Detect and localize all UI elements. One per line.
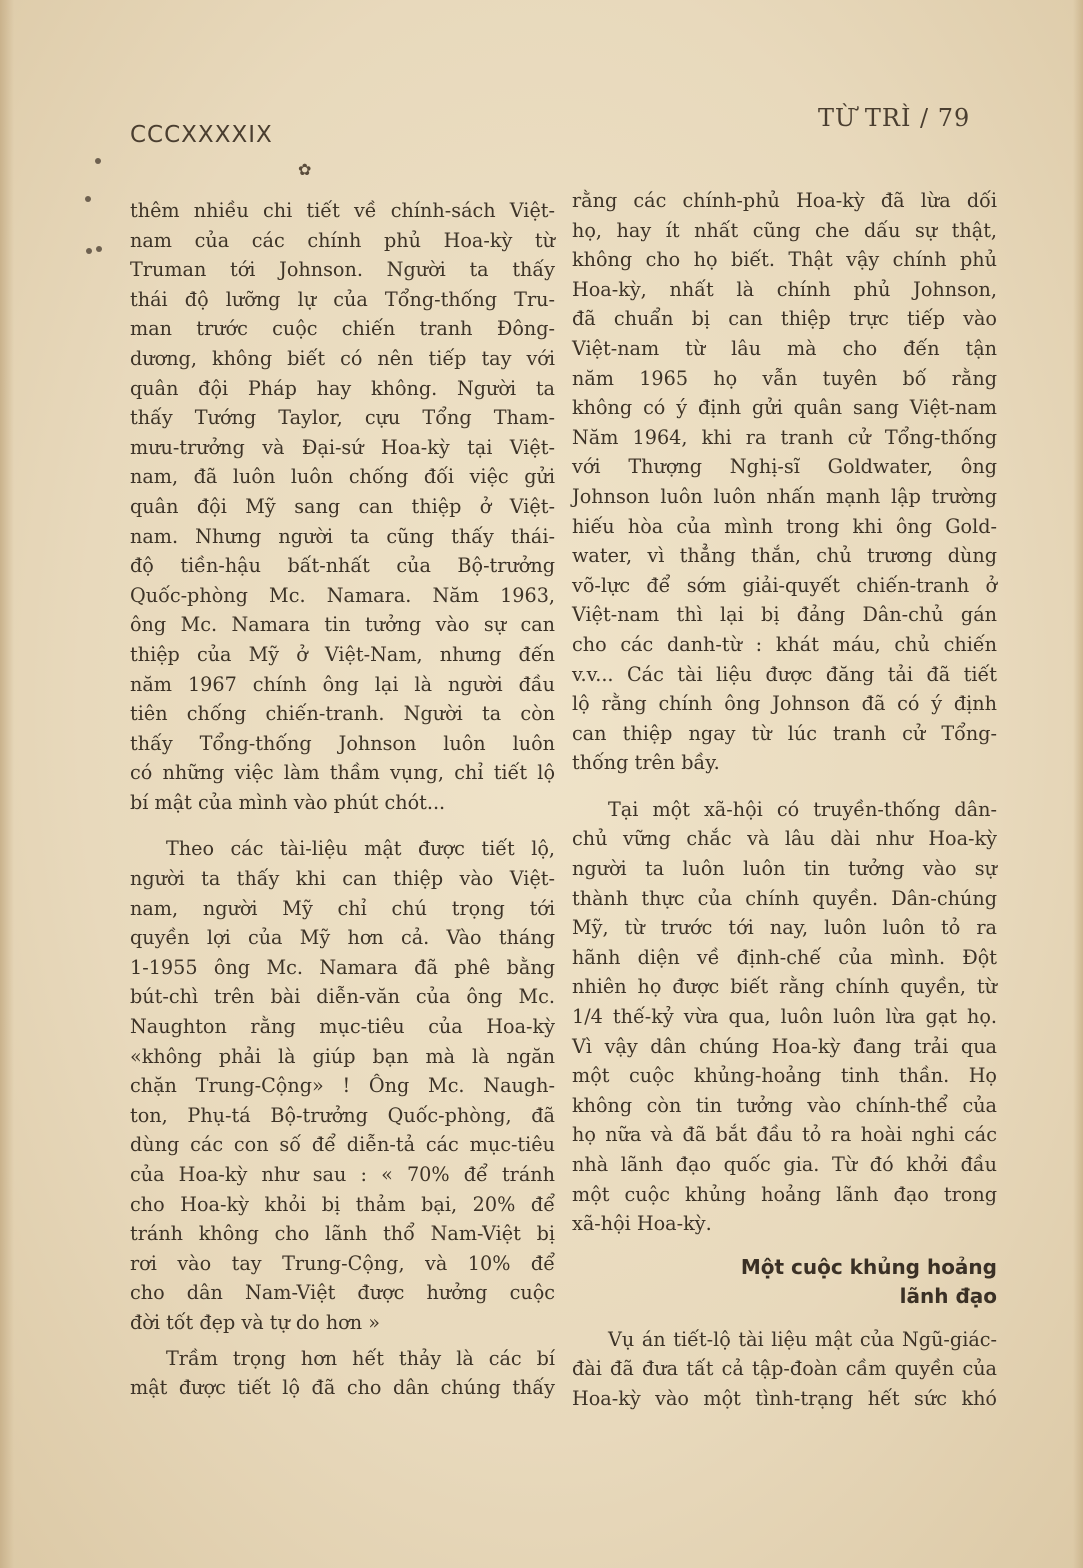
text-line: đã chuẩn bị can thiệp trực tiếp vào <box>572 307 997 331</box>
text-line: họ nữa và đã bắt đầu tỏ ra hoài nghi các <box>572 1123 997 1147</box>
text-line: «không phải là giúp bạn mà là ngăn <box>130 1044 555 1068</box>
text-line: của Hoa-kỳ như sau : « 70% để tránh <box>130 1163 555 1186</box>
text-line: mật được tiết lộ đã cho dân chúng thấy <box>130 1376 555 1400</box>
text-line: man trước cuộc chiến tranh Đông- <box>130 317 555 341</box>
section-heading: lãnh đạo <box>899 1283 997 1308</box>
text-line: người ta thấy khi can thiệp vào Việt- <box>130 867 555 891</box>
text-line: không còn tin tưởng vào chính-thể của <box>572 1093 997 1117</box>
punch-hole-mark <box>85 196 91 202</box>
text-line: Truman tới Johnson. Người ta thấy <box>130 258 555 282</box>
text-line: Vì vậy dân chúng Hoa-kỳ đang trải qua <box>572 1034 997 1058</box>
text-line: quân đội Pháp hay không. Người ta <box>130 376 555 400</box>
text-line: có những việc làm thầm vụng, chỉ tiết lộ <box>130 761 555 785</box>
text-line: Việt-nam thì lại bị đảng Dân-chủ gán <box>572 603 997 627</box>
text-line: nam của các chính phủ Hoa-kỳ từ <box>130 228 555 252</box>
text-line: dương, không biết có nên tiếp tay với <box>130 346 555 370</box>
flower-ornament-icon: ✿ <box>298 160 312 179</box>
text-line: năm 1967 chính ông lại là người đầu <box>130 672 555 696</box>
text-line: không cho họ biết. Thật vậy chính phủ <box>572 248 997 272</box>
text-line: thống trên bầy. <box>572 751 720 775</box>
text-line: nhiên họ được biết rằng chính quyền, từ <box>572 975 997 999</box>
text-line: Năm 1964, khi ra tranh cử Tổng-thống <box>572 425 997 449</box>
text-line: Vụ án tiết-lộ tài liệu mật của Ngũ-giác- <box>608 1327 997 1351</box>
section-number: CCCXXXXIX <box>130 122 273 148</box>
text-line: Naughton rằng mục-tiêu của Hoa-kỳ <box>130 1015 555 1039</box>
text-line: họ, hay ít nhất cũng che dấu sự thật, <box>572 218 997 242</box>
punch-hole-mark <box>95 158 101 164</box>
text-line: nhà lãnh đạo quốc gia. Từ đó khởi đầu <box>572 1153 997 1176</box>
section-gap <box>572 1311 997 1325</box>
text-line: tiên chống chiến-tranh. Người ta còn <box>130 702 555 726</box>
text-line: Việt-nam từ lâu mà cho đến tận <box>572 336 997 360</box>
text-line: bí mật của mình vào phút chót... <box>130 790 446 814</box>
text-line: mưu-trưởng và Đại-sứ Hoa-kỳ tại Việt- <box>130 435 555 459</box>
text-line: Johnson luôn luôn nhấn mạnh lập trường <box>572 484 997 508</box>
text-line: ton, Phụ-tá Bộ-trưởng Quốc-phòng, đã <box>130 1103 555 1127</box>
text-line: chủ vững chắc và lâu dài như Hoa-kỳ <box>572 827 997 851</box>
text-line: hiếu hòa của mình trong khi ông Gold- <box>572 514 997 538</box>
page-edge-shadow-left <box>0 0 14 1568</box>
section-heading: Một cuộc khủng hoảng <box>740 1254 997 1279</box>
punch-hole-mark <box>86 248 92 254</box>
text-line: quyền lợi của Mỹ hơn cả. Vào tháng <box>130 926 555 950</box>
text-line: 1-1955 ông Mc. Namara đã phê bằng <box>130 955 555 979</box>
text-line: lộ rằng chính ông Johnson đã có ý định <box>572 692 997 716</box>
text-line: bút-chì trên bài diễn-văn của ông Mc. <box>130 985 555 1009</box>
text-line: thành thực của chính quyền. Dân-chúng <box>572 886 997 910</box>
punch-hole-mark <box>96 246 102 252</box>
text-line: ông Mc. Namara tin tưởng vào sự can <box>130 613 555 637</box>
text-line: người ta luôn luôn tin tưởng vào sự <box>572 857 997 881</box>
text-line: Trầm trọng hơn hết thảy là các bí <box>166 1346 555 1370</box>
text-line: Tại một xã-hội có truyền-thống dân- <box>608 797 997 821</box>
text-line: 1/4 thế-kỷ vừa qua, luôn luôn lừa gạt họ. <box>572 1005 997 1029</box>
text-line: thái độ lưỡng lự của Tổng-thống Tru- <box>130 287 555 311</box>
text-line: nam. Nhưng người ta cũng thấy thái- <box>130 524 555 548</box>
text-line: rằng các chính-phủ Hoa-kỳ đã lừa dối <box>572 189 997 212</box>
text-line: dùng các con số để diễn-tả các mục-tiêu <box>130 1133 555 1157</box>
text-line: can thiệp ngay từ lúc tranh cử Tổng- <box>572 721 997 745</box>
text-line: hãnh diện về định-chế của mình. Đột <box>572 945 997 969</box>
section-gap <box>572 1239 997 1253</box>
page-edge-shadow-right <box>1073 0 1083 1568</box>
text-line: tránh không cho lãnh thổ Nam-Việt bị <box>130 1222 555 1246</box>
text-line: water, vì thẳng thắn, chủ trương dùng <box>572 544 997 568</box>
running-title-page-number: TỪ TRÌ / 79 <box>818 104 971 132</box>
text-line: xã-hội Hoa-kỳ. <box>572 1212 712 1236</box>
text-line: một cuộc khủng hoảng lãnh đạo trong <box>572 1182 997 1206</box>
text-line: Hoa-kỳ, nhất là chính phủ Johnson, <box>572 277 997 301</box>
text-line: cho các danh-từ : khát máu, chủ chiến <box>572 632 997 656</box>
text-line: Hoa-kỳ vào một tình-trạng hết sức khó <box>572 1386 997 1410</box>
text-line: Theo các tài-liệu mật được tiết lộ, <box>166 837 555 861</box>
text-line: chặn Trung-Cộng» ! Ông Mc. Naugh- <box>130 1074 555 1098</box>
text-line: thấy Tổng-thống Johnson luôn luôn <box>130 731 555 755</box>
paragraph-gap <box>572 778 997 795</box>
paragraph-gap <box>130 817 555 834</box>
text-line: một cuộc khủng-hoảng tinh thần. Họ <box>572 1064 997 1088</box>
text-line: cho Hoa-kỳ khỏi bị thảm bại, 20% để <box>130 1192 555 1216</box>
text-line: nam, đã luôn luôn chống đối việc gửi <box>130 465 555 489</box>
text-line: Mỹ, từ trước tới nay, luôn luôn tỏ ra <box>572 916 997 940</box>
text-line: đời tốt đẹp và tự do hơn » <box>130 1310 380 1334</box>
text-line: cho dân Nam-Việt được hưởng cuộc <box>130 1281 555 1305</box>
text-line: với Thượng Nghị-sĩ Goldwater, ông <box>572 455 997 479</box>
text-line: v.v... Các tài liệu được đăng tải đã tiết <box>572 662 997 686</box>
text-line: võ-lực để sớm giải-quyết chiến-tranh ở <box>572 573 997 597</box>
text-line: thêm nhiều chi tiết về chính-sách Việt- <box>130 199 555 222</box>
left-text-column <box>130 196 555 1403</box>
text-line: rơi vào tay Trung-Cộng, và 10% để <box>130 1251 555 1275</box>
text-line: thiệp của Mỹ ở Việt-Nam, nhưng đến <box>130 642 555 666</box>
text-line: Quốc-phòng Mc. Namara. Năm 1963, <box>130 583 555 607</box>
text-line: quân đội Mỹ sang can thiệp ở Việt- <box>130 494 555 518</box>
text-line: nam, người Mỹ chỉ chú trọng tới <box>130 896 555 920</box>
text-line: năm 1965 họ vẫn tuyên bố rằng <box>572 366 997 390</box>
text-line: không có ý định gửi quân sang Việt-nam <box>572 396 997 420</box>
text-line: độ tiền-hậu bất-nhất của Bộ-trưởng <box>130 554 555 578</box>
text-line: thấy Tướng Taylor, cựu Tổng Tham- <box>130 406 555 430</box>
right-text-column <box>572 186 997 1414</box>
text-line: đài đã đưa tất cả tập-đoàn cầm quyền của <box>572 1357 997 1381</box>
